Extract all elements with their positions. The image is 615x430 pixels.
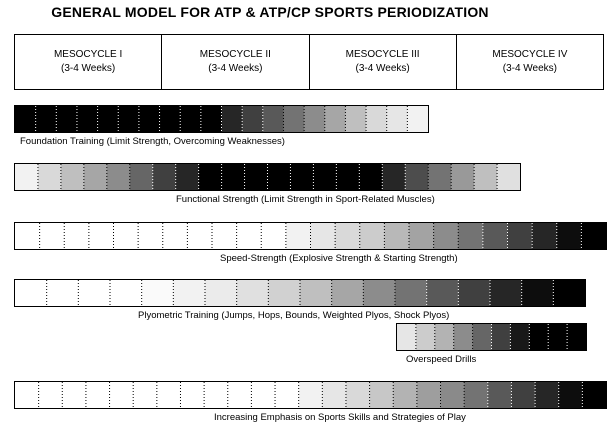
- intensity-segment: [222, 164, 246, 190]
- intensity-segment: [15, 223, 40, 249]
- intensity-segment: [237, 280, 269, 306]
- intensity-segment: [118, 106, 139, 132]
- intensity-segment: [427, 280, 459, 306]
- intensity-segment: [441, 382, 465, 408]
- intensity-segment: [110, 280, 142, 306]
- intensity-segment: [311, 223, 336, 249]
- plyometric-training-bar: [14, 279, 586, 307]
- functional-strength-label: Functional Strength (Limit Strength in Sport-Related Muscles): [176, 194, 435, 205]
- intensity-segment: [458, 223, 483, 249]
- mesocycle-header-table: [14, 34, 604, 90]
- intensity-segment: [163, 223, 188, 249]
- overspeed-drills-gradient: [397, 324, 586, 350]
- intensity-segment: [286, 223, 311, 249]
- intensity-segment: [488, 382, 512, 408]
- intensity-segment: [173, 280, 205, 306]
- intensity-segment: [98, 106, 119, 132]
- intensity-segment: [176, 164, 200, 190]
- intensity-segment: [205, 280, 237, 306]
- intensity-segment: [366, 106, 387, 132]
- sports-skills-gradient: [15, 382, 606, 408]
- intensity-segment: [473, 324, 493, 350]
- intensity-segment: [133, 382, 157, 408]
- intensity-segment: [15, 164, 39, 190]
- intensity-segment: [322, 382, 346, 408]
- intensity-segment: [458, 280, 490, 306]
- intensity-segment: [428, 164, 452, 190]
- intensity-segment: [61, 164, 85, 190]
- mesocycle-3-cell: [310, 35, 457, 89]
- intensity-segment: [142, 280, 174, 306]
- intensity-segment: [199, 164, 223, 190]
- mesocycle-1-name: MESOCYCLE I: [53, 49, 123, 60]
- intensity-segment: [237, 223, 262, 249]
- intensity-segment: [529, 324, 549, 350]
- intensity-segment: [581, 223, 606, 249]
- intensity-segment: [15, 280, 47, 306]
- plyometric-training-gradient: [15, 280, 585, 306]
- intensity-segment: [89, 223, 114, 249]
- intensity-segment: [180, 382, 204, 408]
- functional-strength-gradient: [15, 164, 520, 190]
- intensity-segment: [261, 223, 286, 249]
- intensity-segment: [39, 382, 63, 408]
- mesocycle-1-cell: [15, 35, 162, 89]
- intensity-segment: [86, 382, 110, 408]
- intensity-segment: [110, 382, 134, 408]
- intensity-segment: [435, 324, 455, 350]
- intensity-segment: [77, 106, 98, 132]
- intensity-segment: [47, 280, 79, 306]
- intensity-segment: [62, 382, 86, 408]
- intensity-segment: [490, 280, 522, 306]
- intensity-segment: [567, 324, 586, 350]
- intensity-segment: [130, 164, 154, 190]
- speed-strength-label: Speed-Strength (Explosive Strength & Starting Strength): [220, 253, 458, 264]
- intensity-segment: [300, 280, 332, 306]
- intensity-segment: [454, 324, 474, 350]
- mesocycle-2-name: MESOCYCLE II: [199, 49, 271, 60]
- intensity-segment: [84, 164, 108, 190]
- intensity-segment: [157, 382, 181, 408]
- intensity-segment: [532, 223, 557, 249]
- sports-skills-bar: [14, 381, 607, 409]
- intensity-segment: [56, 106, 77, 132]
- intensity-segment: [508, 223, 533, 249]
- intensity-segment: [417, 382, 441, 408]
- intensity-segment: [228, 382, 252, 408]
- intensity-segment: [275, 382, 299, 408]
- intensity-segment: [138, 223, 163, 249]
- intensity-segment: [363, 280, 395, 306]
- intensity-segment: [360, 223, 385, 249]
- intensity-segment: [345, 106, 366, 132]
- intensity-segment: [325, 106, 346, 132]
- intensity-segment: [559, 382, 583, 408]
- intensity-segment: [582, 382, 606, 408]
- intensity-segment: [114, 223, 139, 249]
- overspeed-drills-label: Overspeed Drills: [406, 354, 477, 365]
- mesocycle-4-cell: [457, 35, 603, 89]
- sports-skills-label: Increasing Emphasis on Sports Skills and Strategies of Play: [214, 412, 466, 423]
- intensity-segment: [346, 382, 370, 408]
- mesocycle-3-duration: (3-4 Weeks): [355, 63, 410, 74]
- overspeed-drills-bar: [396, 323, 587, 351]
- intensity-segment: [201, 106, 222, 132]
- intensity-segment: [407, 106, 428, 132]
- intensity-segment: [40, 223, 65, 249]
- intensity-segment: [212, 223, 237, 249]
- speed-strength-gradient: [15, 223, 606, 249]
- foundation-training-bar: [14, 105, 429, 133]
- intensity-segment: [492, 324, 512, 350]
- mesocycle-1-duration: (3-4 Weeks): [60, 63, 116, 74]
- intensity-segment: [204, 382, 228, 408]
- intensity-segment: [36, 106, 57, 132]
- intensity-segment: [180, 106, 201, 132]
- intensity-segment: [64, 223, 89, 249]
- intensity-segment: [510, 324, 530, 350]
- intensity-segment: [268, 164, 292, 190]
- intensity-segment: [160, 106, 181, 132]
- speed-strength-bar: [14, 222, 607, 250]
- intensity-segment: [187, 223, 212, 249]
- intensity-segment: [336, 164, 360, 190]
- intensity-segment: [451, 164, 475, 190]
- intensity-segment: [387, 106, 408, 132]
- foundation-training-label: Foundation Training (Limit Strength, Overcoming Weaknesses): [20, 136, 285, 147]
- intensity-segment: [359, 164, 383, 190]
- intensity-segment: [553, 280, 585, 306]
- functional-strength-bar: [14, 163, 521, 191]
- intensity-segment: [222, 106, 243, 132]
- intensity-segment: [251, 382, 275, 408]
- intensity-segment: [153, 164, 177, 190]
- intensity-segment: [416, 324, 436, 350]
- intensity-segment: [299, 382, 323, 408]
- intensity-segment: [15, 106, 36, 132]
- intensity-segment: [395, 280, 427, 306]
- intensity-segment: [242, 106, 263, 132]
- mesocycle-4-name: MESOCYCLE IV: [492, 49, 568, 60]
- intensity-segment: [474, 164, 498, 190]
- mesocycle-3-name: MESOCYCLE III: [345, 49, 420, 60]
- intensity-segment: [304, 106, 325, 132]
- intensity-segment: [397, 324, 417, 350]
- intensity-segment: [78, 280, 110, 306]
- intensity-segment: [548, 324, 568, 350]
- intensity-segment: [268, 280, 300, 306]
- intensity-segment: [370, 382, 394, 408]
- intensity-segment: [497, 164, 520, 190]
- intensity-segment: [535, 382, 559, 408]
- page-title: GENERAL MODEL FOR ATP & ATP/CP SPORTS PERIODIZATION: [51, 4, 489, 20]
- intensity-segment: [38, 164, 62, 190]
- intensity-segment: [483, 223, 508, 249]
- intensity-segment: [464, 382, 488, 408]
- intensity-segment: [393, 382, 417, 408]
- foundation-training-gradient: [15, 106, 428, 132]
- intensity-segment: [283, 106, 304, 132]
- intensity-segment: [557, 223, 582, 249]
- intensity-segment: [384, 223, 409, 249]
- intensity-segment: [335, 223, 360, 249]
- mesocycle-2-cell: [162, 35, 309, 89]
- mesocycle-2-duration: (3-4 Weeks): [208, 63, 263, 74]
- intensity-segment: [263, 106, 284, 132]
- intensity-segment: [290, 164, 314, 190]
- intensity-segment: [15, 382, 39, 408]
- intensity-segment: [434, 223, 459, 249]
- intensity-segment: [245, 164, 269, 190]
- mesocycle-4-duration: (3-4 Weeks): [502, 63, 558, 74]
- plyometric-training-label: Plyometric Training (Jumps, Hops, Bounds, Weighted Plyos, Shock Plyos): [138, 310, 450, 321]
- intensity-segment: [332, 280, 364, 306]
- intensity-segment: [313, 164, 337, 190]
- intensity-segment: [107, 164, 131, 190]
- intensity-segment: [139, 106, 160, 132]
- intensity-segment: [405, 164, 429, 190]
- intensity-segment: [511, 382, 535, 408]
- intensity-segment: [382, 164, 406, 190]
- intensity-segment: [409, 223, 434, 249]
- intensity-segment: [522, 280, 554, 306]
